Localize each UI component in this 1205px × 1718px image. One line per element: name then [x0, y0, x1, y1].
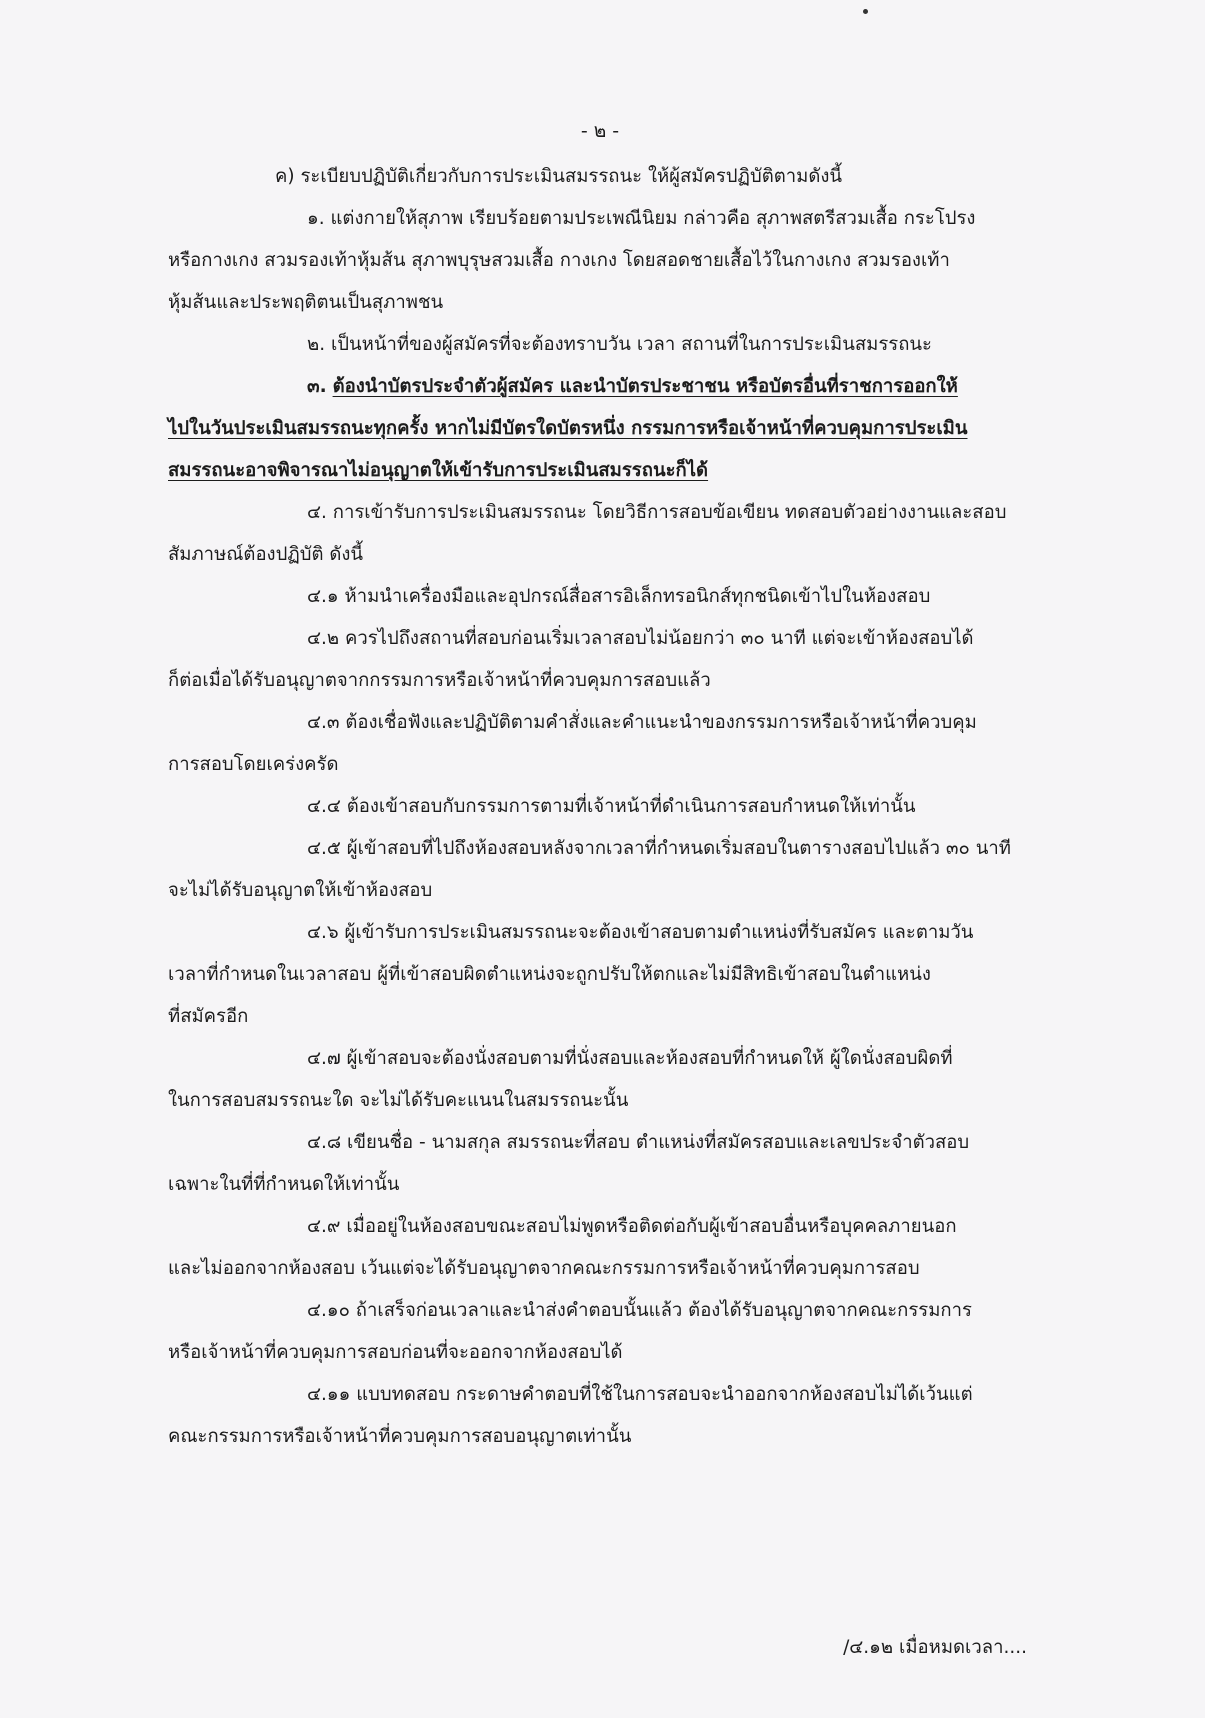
rule-3-line-1	[307, 375, 958, 399]
rule-4-2-line-1: ๔.๒ ควรไปถึงสถานที่สอบก่อนเริ่มเวลาสอบไม่น้อยกว่า ๓๐ นาที แต่จะเข้าห้องสอบได้	[307, 628, 974, 649]
rule-4-6-line-3: ที่สมัครอีก	[168, 1006, 249, 1027]
rule-3-text: ต้องนำบัตรประจำตัวผู้สมัคร และนำบัตรประชาชน หรือบัตรอื่นที่ราชการออกให้	[332, 376, 958, 397]
rule-4-11-line-1: ๔.๑๑ แบบทดสอบ กระดาษคำตอบที่ใช้ในการสอบจะนำออกจากห้องสอบไม่ได้เว้นแต่	[307, 1384, 973, 1405]
rule-4-10-line-2: หรือเจ้าหน้าที่ควบคุมการสอบก่อนที่จะออกจากห้องสอบได้	[168, 1342, 623, 1363]
rule-2: ๒. เป็นหน้าที่ของผู้สมัครที่จะต้องทราบวัน เวลา สถานที่ในการประเมินสมรรถนะ	[307, 334, 932, 355]
rule-4-6-line-2: เวลาที่กำหนดในเวลาสอบ ผู้ที่เข้าสอบผิดตำแหน่งจะถูกปรับให้ตกและไม่มีสิทธิเข้าสอบในตำแหน่ง	[168, 964, 931, 985]
rule-3-number: ๓.	[307, 376, 327, 397]
page-number: - ๒ -	[580, 120, 620, 142]
continued-note: /๔.๑๒ เมื่อหมดเวลา....	[843, 1637, 1027, 1658]
rule-3-line-2: ไปในวันประเมินสมรรถนะทุกครั้ง หากไม่มีบัตรใดบัตรหนึ่ง กรรมการหรือเจ้าหน้าที่ควบคุมการประเมิน	[168, 418, 968, 439]
rule-1-line-1: ๑. แต่งกายให้สุภาพ เรียบร้อยตามประเพณีนิยม กล่าวคือ สุภาพสตรีสวมเสื้อ กระโปรง	[307, 208, 976, 229]
rule-4-5-line-1: ๔.๕ ผู้เข้าสอบที่ไปถึงห้องสอบหลังจากเวลาที่กำหนดเริ่มสอบในตารางสอบไปแล้ว ๓๐ นาที	[307, 838, 1011, 859]
section-heading: ค) ระเบียบปฏิบัติเกี่ยวกับการประเมินสมรรถนะ ให้ผู้สมัครปฏิบัติตามดังนี้	[275, 166, 843, 187]
rule-1-line-2: หรือกางเกง สวมรองเท้าหุ้มส้น สุภาพบุรุษสวมเสื้อ กางเกง โดยสอดชายเสื้อไว้ในกางเกง สวมรองเท้า	[168, 250, 950, 271]
rule-4-7-line-2: ในการสอบสมรรถนะใด จะไม่ได้รับคะแนนในสมรรถนะนั้น	[168, 1090, 629, 1111]
rule-4-8-line-1: ๔.๘ เขียนชื่อ - นามสกุล สมรรถนะที่สอบ ตำแหน่งที่สมัครสอบและเลขประจำตัวสอบ	[307, 1132, 970, 1153]
rule-1-line-3: หุ้มส้นและประพฤติตนเป็นสุภาพชน	[168, 292, 444, 313]
rule-4-9-line-1: ๔.๙ เมื่ออยู่ในห้องสอบขณะสอบไม่พูดหรือติดต่อกับผู้เข้าสอบอื่นหรือบุคคลภายนอก	[307, 1216, 957, 1237]
rule-4-5-line-2: จะไม่ได้รับอนุญาตให้เข้าห้องสอบ	[168, 880, 433, 901]
rule-3-line-3: สมรรถนะอาจพิจารณาไม่อนุญาตให้เข้ารับการประเมินสมรรถนะก็ได้	[168, 460, 709, 481]
rule-4-11-line-2: คณะกรรมการหรือเจ้าหน้าที่ควบคุมการสอบอนุญาตเท่านั้น	[168, 1426, 632, 1447]
rule-4-7-line-1: ๔.๗ ผู้เข้าสอบจะต้องนั่งสอบตามที่นั่งสอบและห้องสอบที่กำหนดให้ ผู้ใดนั่งสอบผิดที่	[307, 1048, 953, 1069]
rule-4-8-line-2: เฉพาะในที่ที่กำหนดให้เท่านั้น	[168, 1174, 400, 1195]
scan-speck	[863, 9, 868, 14]
rule-4-1: ๔.๑ ห้ามนำเครื่องมือและอุปกรณ์สื่อสารอิเล็กทรอนิกส์ทุกชนิดเข้าไปในห้องสอบ	[307, 586, 931, 607]
rule-4-6-line-1: ๔.๖ ผู้เข้ารับการประเมินสมรรถนะจะต้องเข้าสอบตามตำแหน่งที่รับสมัคร และตามวัน	[307, 922, 974, 943]
rule-4-10-line-1: ๔.๑๐ ถ้าเสร็จก่อนเวลาและนำส่งคำตอบนั้นแล้ว ต้องได้รับอนุญาตจากคณะกรรมการ	[307, 1300, 972, 1321]
rule-4-3-line-1: ๔.๓ ต้องเชื่อฟังและปฏิบัติตามคำสั่งและคำแนะนำของกรรมการหรือเจ้าหน้าที่ควบคุม	[307, 712, 977, 733]
rule-4-4: ๔.๔ ต้องเข้าสอบกับกรรมการตามที่เจ้าหน้าที่ดำเนินการสอบกำหนดให้เท่านั้น	[307, 796, 916, 817]
rule-4-9-line-2: และไม่ออกจากห้องสอบ เว้นแต่จะได้รับอนุญาตจากคณะกรรมการหรือเจ้าหน้าที่ควบคุมการสอบ	[168, 1258, 920, 1279]
rule-4-line-2: สัมภาษณ์ต้องปฏิบัติ ดังนี้	[168, 544, 364, 565]
rule-4-3-line-2: การสอบโดยเคร่งครัด	[168, 754, 339, 775]
rule-4-line-1: ๔. การเข้ารับการประเมินสมรรถนะ โดยวิธีการสอบข้อเขียน ทดสอบตัวอย่างงานและสอบ	[307, 502, 1007, 523]
rule-4-2-line-2: ก็ต่อเมื่อได้รับอนุญาตจากกรรมการหรือเจ้าหน้าที่ควบคุมการสอบแล้ว	[168, 670, 711, 691]
